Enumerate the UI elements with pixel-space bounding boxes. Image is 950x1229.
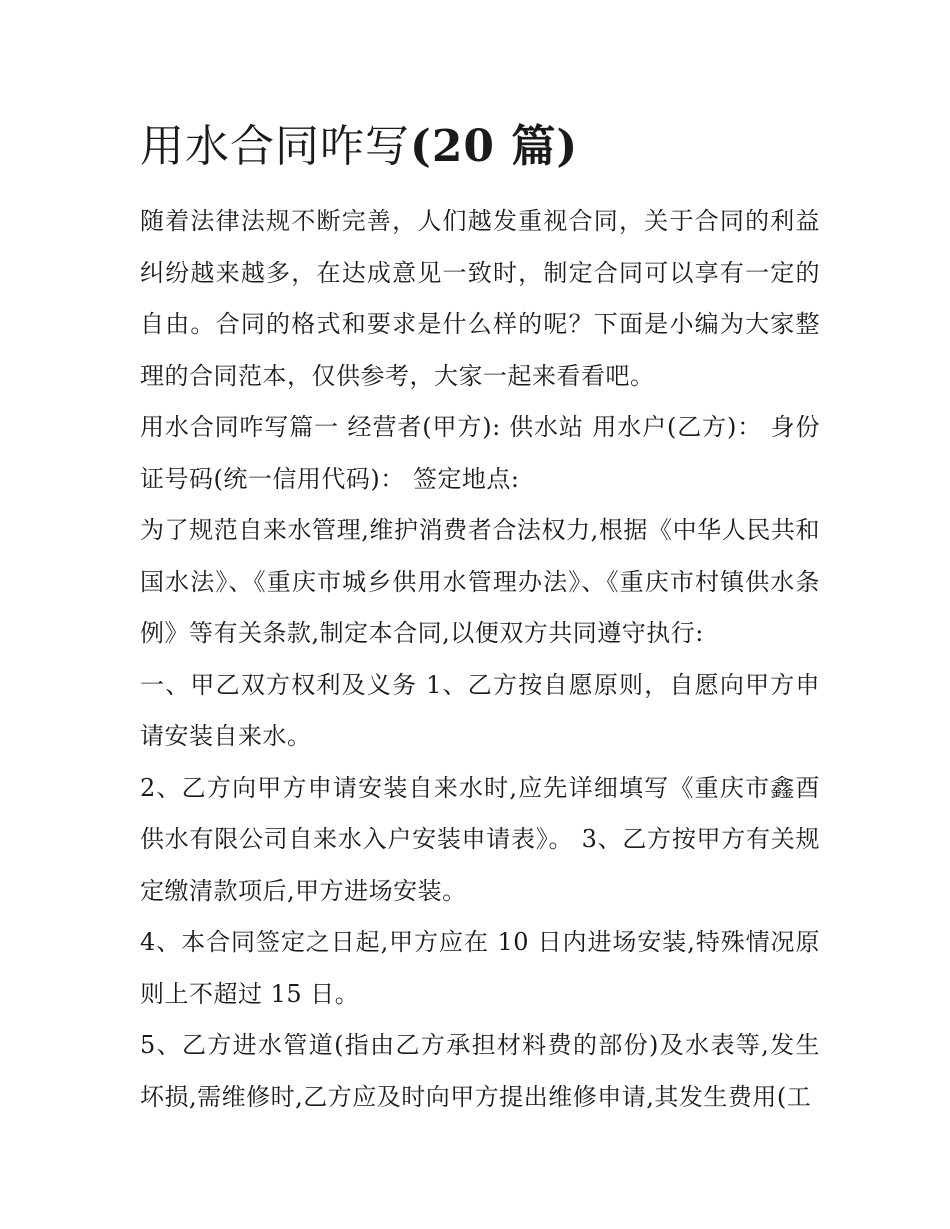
paragraph-intro: 随着法律法规不断完善，人们越发重视合同，关于合同的利益纠纷越来越多，在达成意见一致时，制定合同可以享有一定的自由。合同的格式和要求是什么样的呢？下面是小编为大家整理的合同范本，仅供参考，大家一起来看看吧。: [140, 207, 820, 390]
paragraph-preamble: 为了规范自来水管理,维护消费者合法权力,根据《中华人民共和国水法》、《重庆市城乡供用水管理办法》、《重庆市村镇供水条例》等有关条款,制定本合同,以便双方共同遵守执行:: [140, 516, 820, 647]
title-text: 用水合同咋写: [140, 121, 410, 172]
paragraph-clause-2-3: 2、乙方向甲方申请安装自来水时,应先详细填写《重庆市鑫酉供水有限公司自来水入户安装申请表》。 3、乙方按甲方有关规定缴清款项后,甲方进场安装。: [140, 773, 820, 905]
title-count: (20 篇): [410, 121, 579, 172]
paragraph-clause-5: 5、乙方进水管道(指由乙方承担材料费的部份)及水表等,发生坏损,需维修时,乙方应及时向甲方提出维修申请,其发生费用(工: [140, 1031, 820, 1111]
document-page: [140, 112, 820, 1123]
paragraph-clause-4: 4、本合同签定之日起,甲方应在 10 日内进场安装,特殊情况原则上不超过 15 日。: [140, 928, 820, 1008]
document-title: [140, 112, 820, 182]
paragraph-clause-1: 一、甲乙双方权利及义务 1、乙方按自愿原则，自愿向甲方申请安装自来水。: [140, 670, 820, 750]
paragraph-parties: 用水合同咋写篇一 经营者(甲方): 供水站 用水户(乙方)： 身份证号码(统一信用代码)： 签定地点:: [140, 413, 820, 493]
